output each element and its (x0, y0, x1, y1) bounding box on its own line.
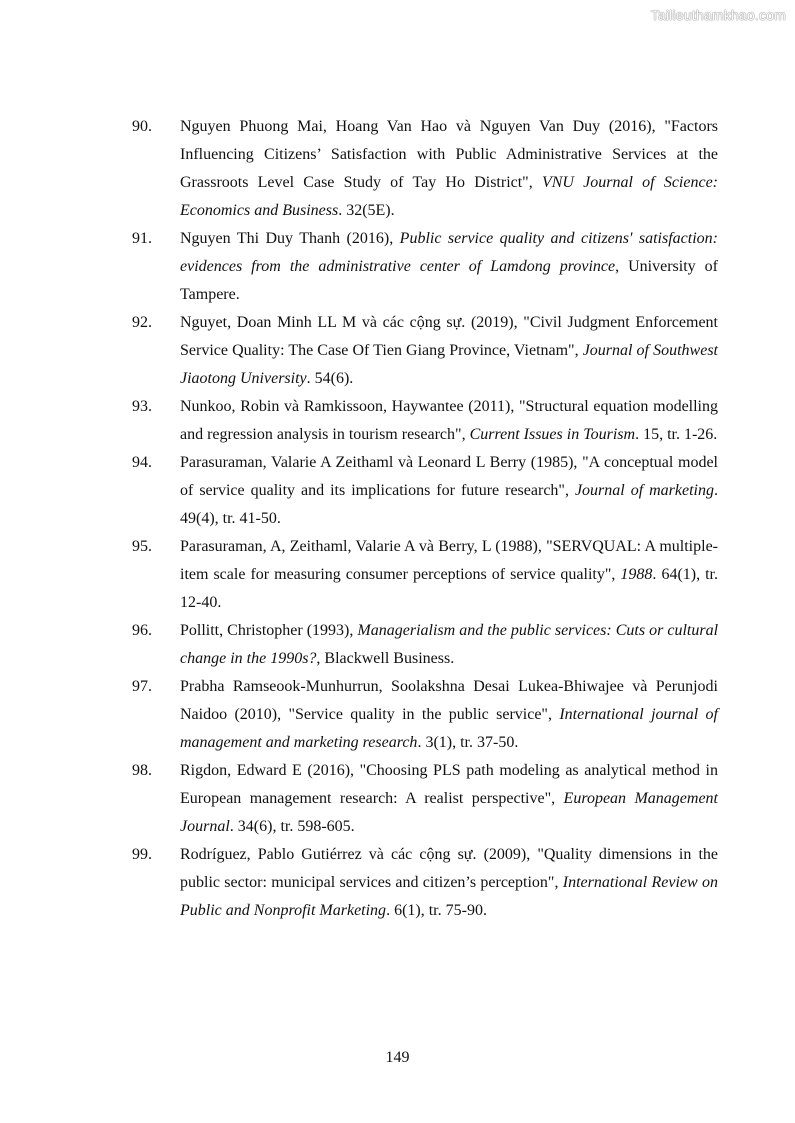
reference-number: 93. (132, 398, 152, 415)
reference-text (180, 617, 718, 673)
reference-item (132, 113, 718, 225)
reference-source-title: VNU Journal of Science: Economics and Business (180, 174, 718, 219)
reference-text (180, 309, 718, 393)
reference-item (132, 617, 718, 673)
reference-text (180, 113, 718, 225)
reference-text (180, 841, 718, 925)
reference-text-fragment: Prabha Ramseook-Munhurrun, Soolakshna Desai Lukea-Bhiwajee và Perunjodi Naidoo (2010), "Service quality in the public service", (180, 678, 718, 723)
reference-text-fragment: Pollitt, Christopher (1993), (180, 622, 358, 639)
reference-text-fragment: . 64(1), tr. 12-40. (180, 566, 718, 611)
reference-text-fragment: . 49(4), tr. 41-50. (180, 482, 718, 527)
reference-item (132, 449, 718, 533)
reference-item (132, 757, 718, 841)
reference-item (132, 533, 718, 617)
reference-text-fragment: . 54(6). (306, 370, 354, 387)
reference-source-title: International journal of management and marketing research (180, 706, 719, 751)
reference-text (180, 449, 718, 533)
reference-number: 90. (132, 118, 152, 135)
reference-number: 95. (132, 538, 152, 555)
reference-text-fragment: . 6(1), tr. 75-90. (386, 902, 487, 919)
reference-number: 96. (132, 622, 152, 639)
reference-source-title: Public service quality and citizens' satisfaction: evidences from the administrative center of Lamdong province (180, 230, 718, 275)
reference-number: 91. (132, 230, 152, 247)
reference-text (180, 673, 718, 757)
reference-item (132, 225, 718, 309)
reference-text-fragment: Nguyen Phuong Mai, Hoang Van Hao và Nguyen Van Duy (2016), "Factors Influencing Citizens’ Satisfaction with Public Administrative Services at the Grassroots Level Case Study of Tay Ho District", (180, 118, 718, 191)
reference-text-fragment: . 3(1), tr. 37-50. (417, 734, 519, 751)
reference-text-fragment: , Blackwell Business. (316, 650, 455, 667)
reference-list (132, 113, 718, 925)
reference-text-fragment: Parasuraman, Valarie A Zeithaml và Leonard L Berry (1985), "A conceptual model of service quality and its implications for future research", (180, 454, 718, 499)
reference-number: 92. (132, 314, 152, 331)
reference-source-title: European Management Journal (180, 790, 719, 835)
reference-source-title: 1988 (620, 566, 653, 583)
reference-text-fragment: . 34(6), tr. 598-605. (229, 818, 355, 835)
reference-text-fragment: Nguyet, Doan Minh LL M và các cộng sự. (2019), "Civil Judgment Enforcement Service Quality: The Case Of Tien Giang Province, Vietnam", (180, 314, 718, 359)
watermark: Tailieuthamkhao.com (650, 7, 786, 23)
reference-text (180, 393, 718, 449)
reference-source-title: Journal of Southwest Jiaotong University (180, 342, 718, 387)
reference-source-title: International Review on Public and Nonprofit Marketing (180, 874, 719, 919)
reference-number: 97. (132, 678, 152, 695)
reference-number: 94. (132, 454, 152, 471)
reference-text (180, 225, 718, 309)
reference-text-fragment: Rigdon, Edward E (2016), "Choosing PLS path modeling as analytical method in European management research: A realist perspective", (180, 762, 718, 807)
reference-text (180, 757, 718, 841)
reference-text-fragment: , University of Tampere. (180, 258, 718, 303)
reference-source-title: Managerialism and the public services: Cuts or cultural change in the 1990s? (180, 622, 719, 667)
reference-source-title: Current Issues in Tourism (469, 426, 636, 443)
reference-text-fragment: . 15, tr. 1-26. (635, 426, 718, 443)
reference-number: 98. (132, 762, 152, 779)
reference-text-fragment: Nunkoo, Robin và Ramkissoon, Haywantee (2011), "Structural equation modelling and regression analysis in tourism research", (180, 398, 718, 443)
reference-item (132, 841, 718, 925)
page-number: 149 (385, 1049, 410, 1066)
reference-number: 99. (132, 846, 152, 863)
reference-item (132, 309, 718, 393)
reference-text-fragment: Nguyen Thi Duy Thanh (2016), (180, 230, 400, 247)
reference-item (132, 393, 718, 449)
reference-text-fragment: Rodríguez, Pablo Gutiérrez và các cộng sự. (2009), "Quality dimensions in the public sector: municipal services and citizen’s perception", (180, 846, 718, 891)
reference-text (180, 533, 718, 617)
reference-source-title: Journal of marketing (574, 482, 714, 499)
reference-item (132, 673, 718, 757)
reference-text-fragment: Parasuraman, A, Zeithaml, Valarie A và Berry, L (1988), "SERVQUAL: A multiple-item scale for measuring consumer perceptions of service quality", (180, 538, 718, 583)
reference-text-fragment: . 32(5E). (338, 202, 395, 219)
